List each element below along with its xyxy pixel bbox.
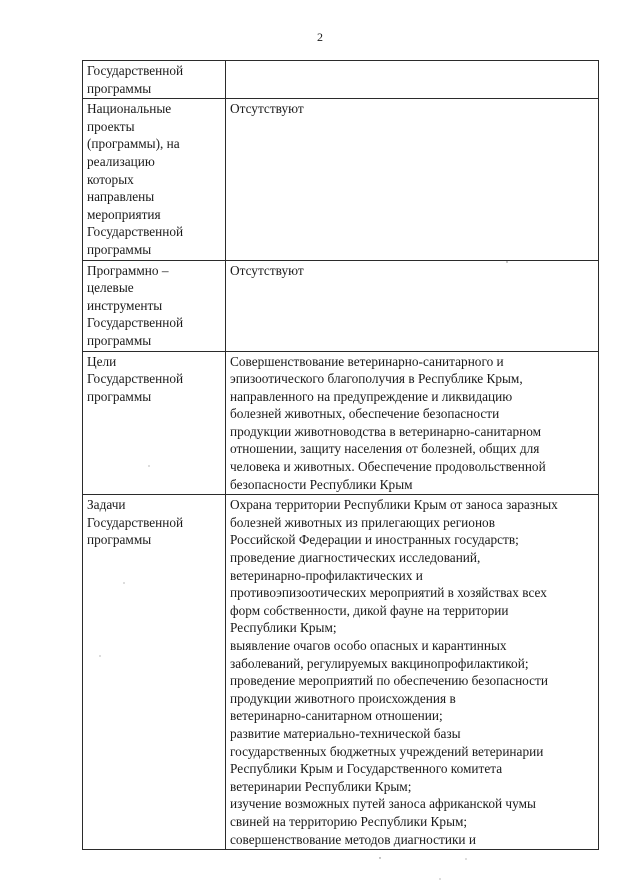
row-value bbox=[226, 260, 599, 351]
row-value bbox=[226, 351, 599, 495]
table-row-program-tasks bbox=[83, 495, 599, 850]
row-value-text: Охрана территории Республики Крым от заноса заразных болезней животных из прилегающих регионов Российской Федерации и иностранных государств; проведение диагностических исследований, ветеринарно-профилактических и противоэпизоотических мероприятий в хозяйствах всех форм собственности, дикой фауне на территории Республики Крым; выявление очагов особо опасных и карантинных заболеваний, регулируемых вакцинопрофилактикой; проведение мероприятий по обеспечению безопасности продукции животного происхождения в ветеринарно-санитарном отношении; развитие материально-технической базы государственных бюджетных учреждений ветеринарии Республики Крым и Государственного комитета ветеринарии Республики Крым; изучение возможных путей заноса африканской чумы свиней на территорию Республики Крым; совершенствование методов диагностики и bbox=[230, 497, 558, 847]
row-label-text: Программно – целевые инструменты Государственной программы bbox=[87, 262, 184, 348]
row-label bbox=[83, 99, 226, 260]
row-label bbox=[83, 61, 226, 99]
row-label-text: Задачи Государственной программы bbox=[87, 497, 184, 548]
row-label-text: Цели Государственной программы bbox=[87, 353, 184, 404]
row-label bbox=[83, 260, 226, 351]
scan-speck bbox=[465, 858, 466, 859]
scan-speck bbox=[379, 857, 380, 858]
row-label-text: Национальные проекты (программы), на реализацию которых направлены мероприятия Государственной программы bbox=[87, 101, 184, 257]
row-label bbox=[83, 351, 226, 495]
row-label-text: Государственной программы bbox=[87, 63, 184, 96]
row-label bbox=[83, 495, 226, 850]
row-value-text: Совершенствование ветеринарно-санитарного и эпизоотического благополучия в Республике Крым, направленного на предупреждение и ликвидацию болезней животных, обеспечение безопасности продукции животноводства в ветеринарно-санитарном отношении, защиту населения от болезней, общих для человека и животных. Обеспечение продовольственной безопасности Республики Крым bbox=[230, 353, 546, 492]
row-value-text: Отсутствуют bbox=[230, 101, 304, 117]
row-value bbox=[226, 61, 599, 99]
table-row-program-goals bbox=[83, 351, 599, 495]
program-passport-table bbox=[82, 60, 599, 850]
row-value bbox=[226, 99, 599, 260]
table-row-program-target-instruments bbox=[83, 260, 599, 351]
row-value-text: Отсутствуют bbox=[230, 262, 304, 278]
table-row-program-title-cont bbox=[83, 61, 599, 99]
scan-speck bbox=[439, 878, 440, 879]
table-row-national-projects bbox=[83, 99, 599, 260]
row-value bbox=[226, 495, 599, 850]
page-number: 2 bbox=[317, 30, 323, 44]
